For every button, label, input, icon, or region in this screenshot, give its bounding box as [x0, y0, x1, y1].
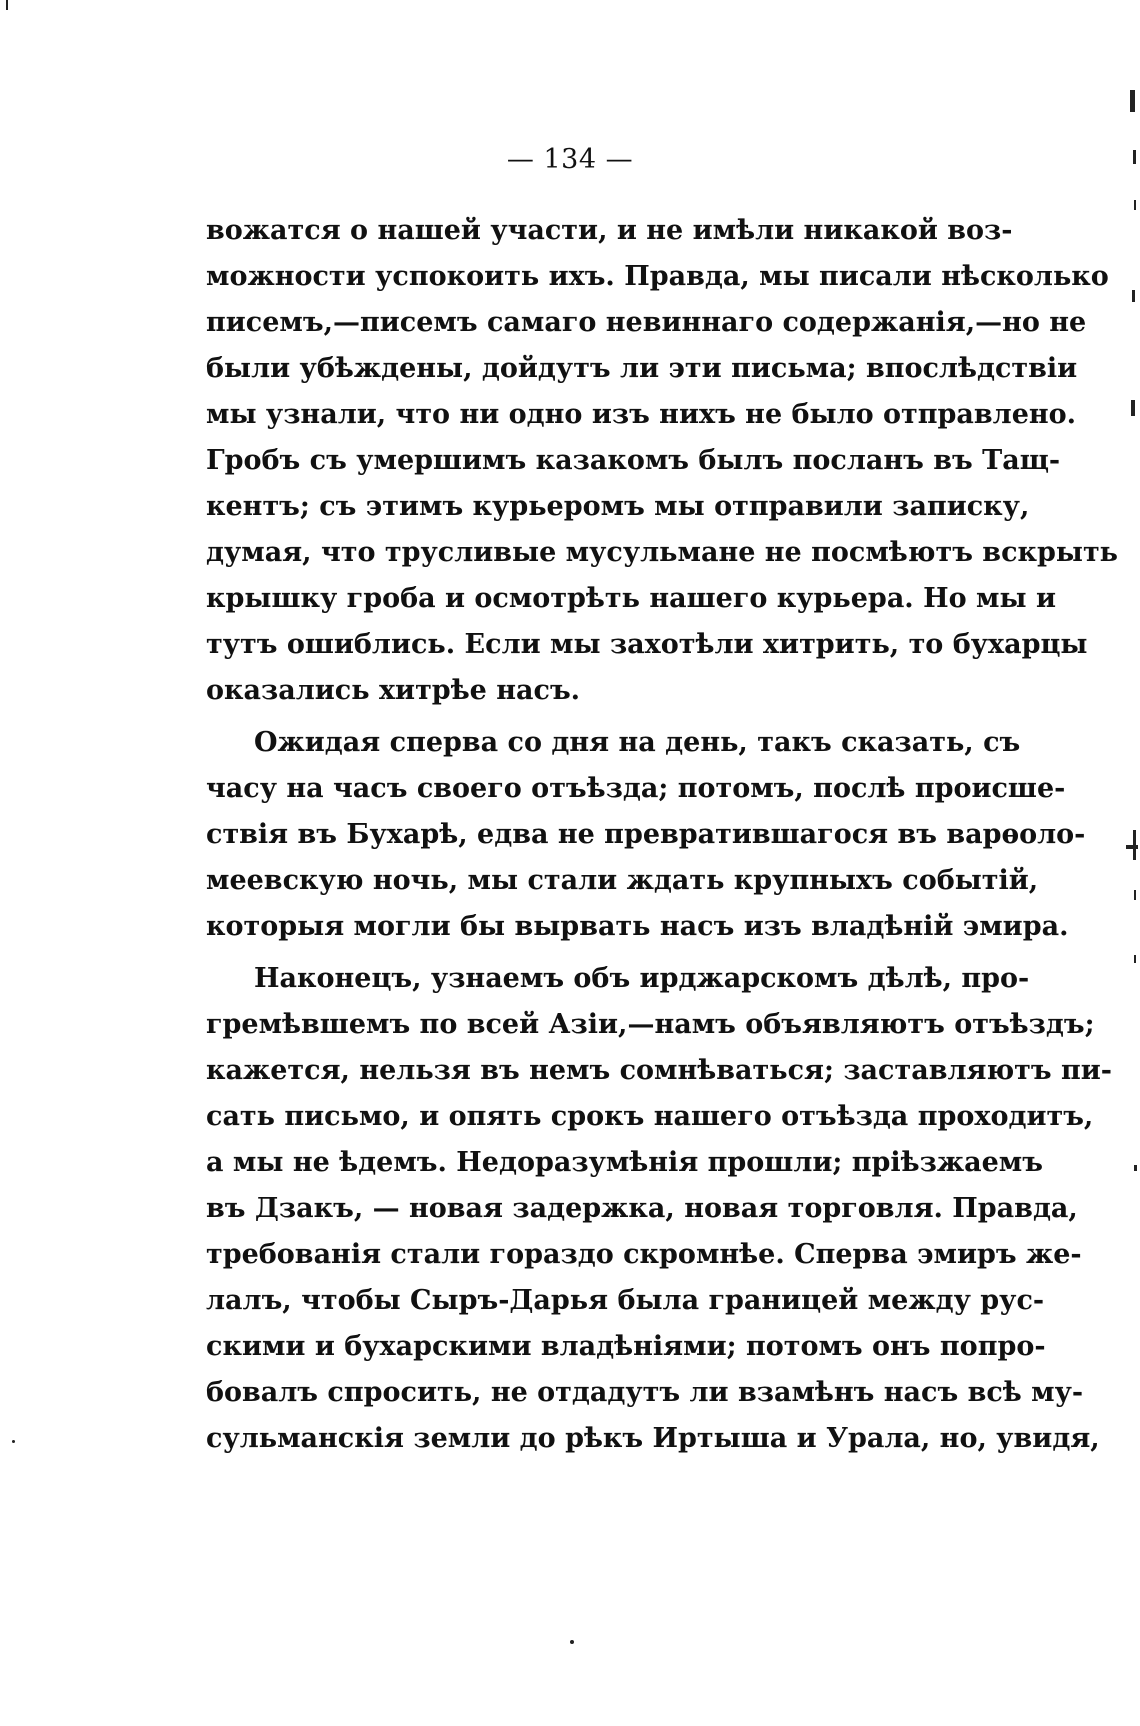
scan-artifact [1134, 890, 1136, 900]
scan-artifact [1131, 400, 1135, 416]
text-line: ствія въ Бухарѣ, едва не превратившагося въ варѳоло- [206, 819, 1086, 850]
text-line: гремѣвшемъ по всей Азіи,—намъ объявляютъ отъѣздъ; [206, 1009, 1095, 1040]
text-line: а мы не ѣдемъ. Недоразумѣнія прошли; пріѣзжаемъ [206, 1147, 1043, 1178]
text-line: бовалъ спросить, не отдадутъ ли взамѣнъ насъ всѣ му- [206, 1377, 1084, 1408]
text-line: крышку гроба и осмотрѣть нашего курьера. Но мы и [206, 583, 1056, 614]
scan-artifact [570, 1640, 574, 1644]
text-line: были убѣждены, дойдутъ ли эти письма; впослѣдствіи [206, 353, 1078, 384]
text-line: думая, что трусливые мусульмане не посмѣютъ вскрыть [206, 537, 1119, 568]
text-line: кажется, нельзя въ немъ сомнѣваться; заставляютъ пи- [206, 1055, 1112, 1086]
text-line: Ожидая сперва со дня на день, такъ сказать, съ [254, 727, 1021, 758]
scan-artifact [1134, 1165, 1137, 1171]
text-line: лалъ, чтобы Сыръ-Дарья была границей между рус- [206, 1285, 1045, 1316]
text-line: Гробъ съ умершимъ казакомъ былъ посланъ въ Тащ- [206, 445, 1061, 476]
body-text [206, 208, 1119, 1462]
scan-artifact [1130, 90, 1135, 112]
scan-artifact [1133, 830, 1136, 860]
text-line: часу на часъ своего отъѣзда; потомъ, послѣ происше- [206, 773, 1066, 804]
text-line: которыя могли бы вырвать насъ изъ владѣній эмира. [206, 911, 1069, 942]
text-line: мы узнали, что ни одно изъ нихъ не было отправлено. [206, 399, 1077, 430]
scan-artifact [1133, 150, 1136, 164]
text-line: Наконецъ, узнаемъ объ ирджарскомъ дѣлѣ, про- [254, 963, 1030, 994]
scan-artifact [6, 0, 8, 10]
scan-artifact [12, 1440, 15, 1443]
page-number: — 134 — [506, 144, 634, 175]
text-line: писемъ,—писемъ самаго невиннаго содержанія,—но не [206, 307, 1087, 338]
text-line: меевскую ночь, мы стали ждать крупныхъ событій, [206, 865, 1039, 896]
text-line: можности успокоить ихъ. Правда, мы писали нѣсколько [206, 261, 1109, 292]
scan-artifact [1132, 290, 1135, 302]
text-line: сать письмо, и опять срокъ нашего отъѣзда проходитъ, [206, 1101, 1094, 1132]
text-line: оказались хитрѣе насъ. [206, 675, 581, 706]
text-line: скими и бухарскими владѣніями; потомъ онъ попро- [206, 1331, 1046, 1362]
text-line: тутъ ошиблись. Если мы захотѣли хитрить, то бухарцы [206, 629, 1088, 660]
scan-artifact [1126, 845, 1138, 849]
scan-artifact [1134, 200, 1136, 210]
text-line: требованія стали гораздо скромнѣе. Сперва эмиръ же- [206, 1239, 1082, 1270]
text-line: вожатся о нашей участи, и не имѣли никакой воз- [206, 215, 1013, 246]
text-line: сульманскія земли до рѣкъ Иртыша и Урала, но, увидя, [206, 1423, 1100, 1454]
text-line: кентъ; съ этимъ курьеромъ мы отправили записку, [206, 491, 1030, 522]
text-line: въ Дзакъ, — новая задержка, новая торговля. Правда, [206, 1193, 1078, 1224]
scan-artifact [1134, 955, 1136, 963]
